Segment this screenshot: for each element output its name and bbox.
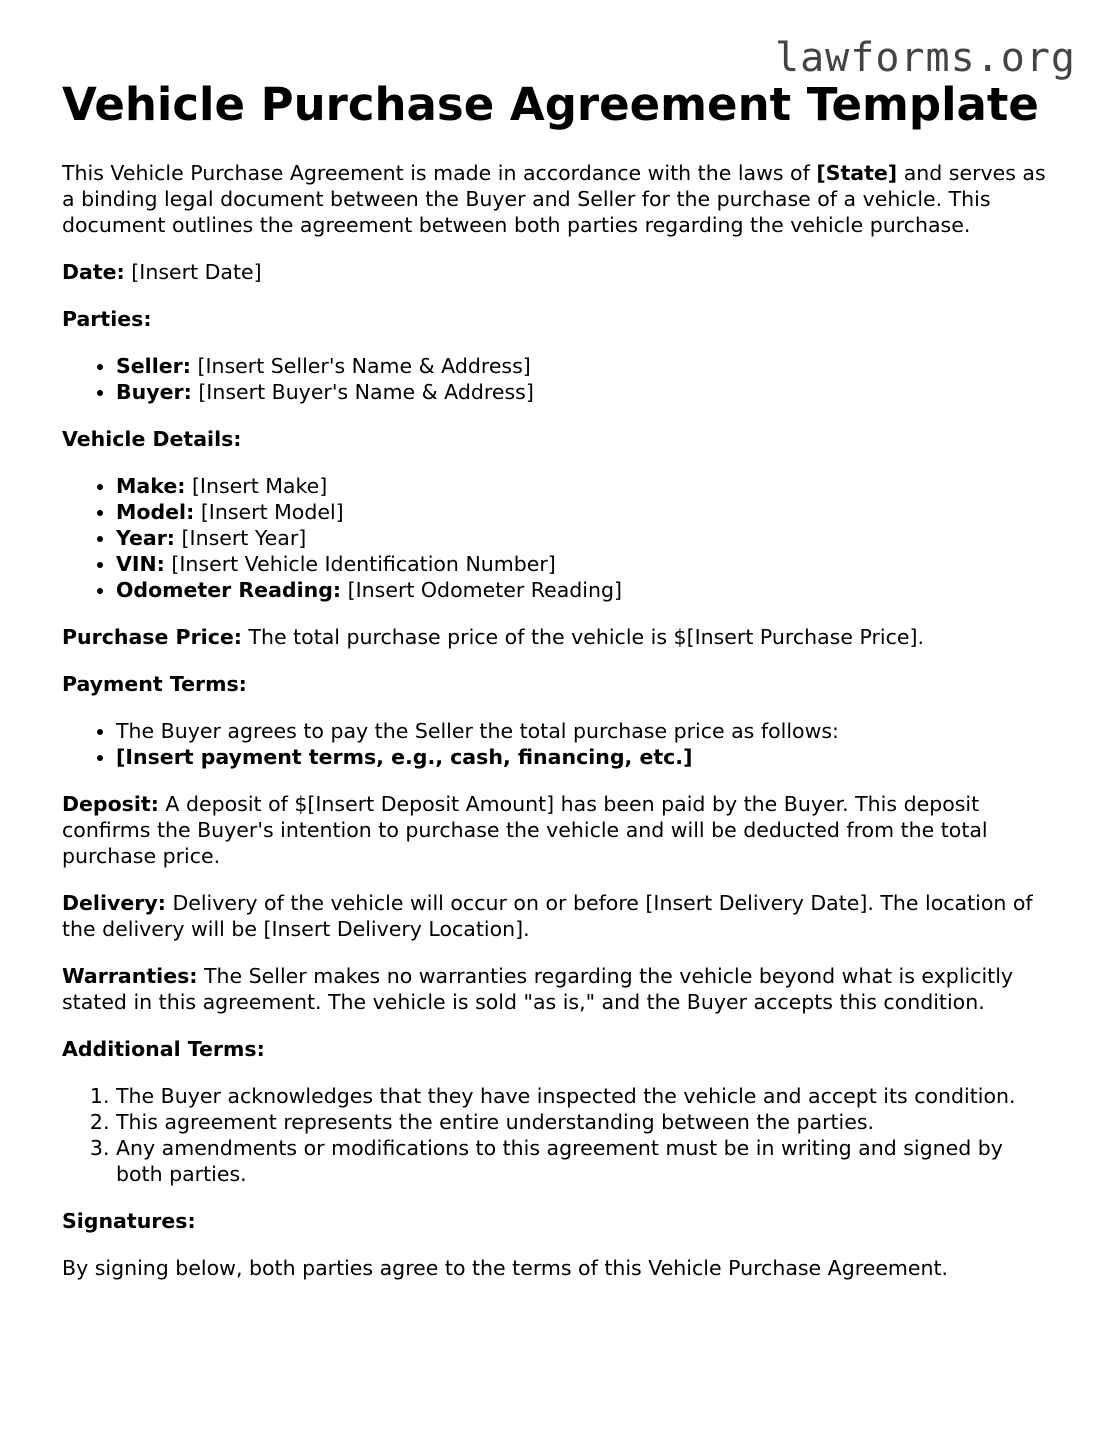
- vin-value: [Insert Vehicle Identification Number]: [164, 552, 556, 576]
- list-item: [116, 353, 1052, 379]
- deposit-label: Deposit:: [62, 792, 159, 816]
- state-placeholder: [State]: [816, 161, 898, 185]
- model-value: [Insert Model]: [194, 500, 344, 524]
- intro-text-after: and serves as a binding legal document between the Buyer and Seller for the purchase of a vehicle. This document outlines the agreement between both parties regarding the vehicle purchase.: [62, 161, 1046, 237]
- payment-terms-list: [62, 718, 1052, 770]
- intro-paragraph: [62, 160, 1052, 238]
- year-value: [Insert Year]: [175, 526, 307, 550]
- signatures-text: By signing below, both parties agree to the terms of this Vehicle Purchase Agreement.: [62, 1256, 949, 1280]
- buyer-value: [Insert Buyer's Name & Address]: [191, 380, 534, 404]
- list-item: 2. This agreement represents the entire understanding between the parties.: [116, 1109, 1052, 1135]
- document-body: [62, 76, 1052, 1281]
- parties-list: [62, 353, 1052, 405]
- date-value: [Insert Date]: [124, 260, 262, 284]
- delivery-paragraph: [62, 890, 1052, 942]
- list-item: [116, 551, 1052, 577]
- make-value: [Insert Make]: [185, 474, 328, 498]
- list-item: [116, 379, 1052, 405]
- deposit-text: A deposit of $[Insert Deposit Amount] has been paid by the Buyer. This deposit confirms the Buyer's intention to purchase the vehicle and will be deducted from the total purchase price.: [62, 792, 988, 868]
- warranties-paragraph: [62, 963, 1052, 1015]
- purchase-price-label: Purchase Price:: [62, 625, 242, 649]
- additional-terms-list: [62, 1083, 1052, 1187]
- seller-value: [Insert Seller's Name & Address]: [190, 354, 531, 378]
- model-label: Model:: [116, 500, 195, 524]
- date-label: Date:: [62, 260, 125, 284]
- list-item: [116, 525, 1052, 551]
- vin-label: VIN:: [116, 552, 165, 576]
- delivery-label: Delivery:: [62, 891, 166, 915]
- vehicle-details-heading: Vehicle Details:: [62, 427, 242, 451]
- vehicle-details-list: [62, 473, 1052, 603]
- site-watermark: lawforms.org: [775, 35, 1076, 81]
- signatures-heading: Signatures:: [62, 1209, 196, 1233]
- warranties-text: The Seller makes no warranties regarding the vehicle beyond what is explicitly stated in this agreement. The vehicle is sold "as is," and the Buyer accepts this condition.: [62, 964, 1014, 1014]
- odometer-value: [Insert Odometer Reading]: [341, 578, 622, 602]
- deposit-paragraph: [62, 791, 1052, 869]
- list-item: [116, 499, 1052, 525]
- document-title: Vehicle Purchase Agreement Template: [62, 78, 1039, 131]
- parties-heading: Parties:: [62, 307, 152, 331]
- warranties-label: Warranties:: [62, 964, 198, 988]
- list-item: 1. The Buyer acknowledges that they have inspected the vehicle and accept its condition.: [116, 1083, 1052, 1109]
- intro-text-before: This Vehicle Purchase Agreement is made in accordance with the laws of: [62, 161, 817, 185]
- list-item: [116, 473, 1052, 499]
- list-item: 3. Any amendments or modifications to this agreement must be in writing and signed by both parties.: [116, 1135, 1052, 1187]
- payment-terms-placeholder: • [Insert payment terms, e.g., cash, financing, etc.]: [116, 744, 1052, 770]
- buyer-label: Buyer:: [116, 380, 192, 404]
- payment-terms-heading: Payment Terms:: [62, 672, 247, 696]
- seller-label: Seller:: [116, 354, 191, 378]
- additional-terms-heading: Additional Terms:: [62, 1037, 265, 1061]
- list-item: [116, 577, 1052, 603]
- purchase-price-paragraph: [62, 624, 1052, 650]
- date-line: [62, 259, 1052, 285]
- delivery-text: Delivery of the vehicle will occur on or before [Insert Delivery Date]. The location of the delivery will be [Insert Delivery Location].: [62, 891, 1033, 941]
- year-label: Year:: [116, 526, 176, 550]
- odometer-label: Odometer Reading:: [116, 578, 342, 602]
- purchase-price-text: The total purchase price of the vehicle is $[Insert Purchase Price].: [241, 625, 925, 649]
- list-item: • The Buyer agrees to pay the Seller the total purchase price as follows:: [116, 718, 1052, 744]
- make-label: Make:: [116, 474, 186, 498]
